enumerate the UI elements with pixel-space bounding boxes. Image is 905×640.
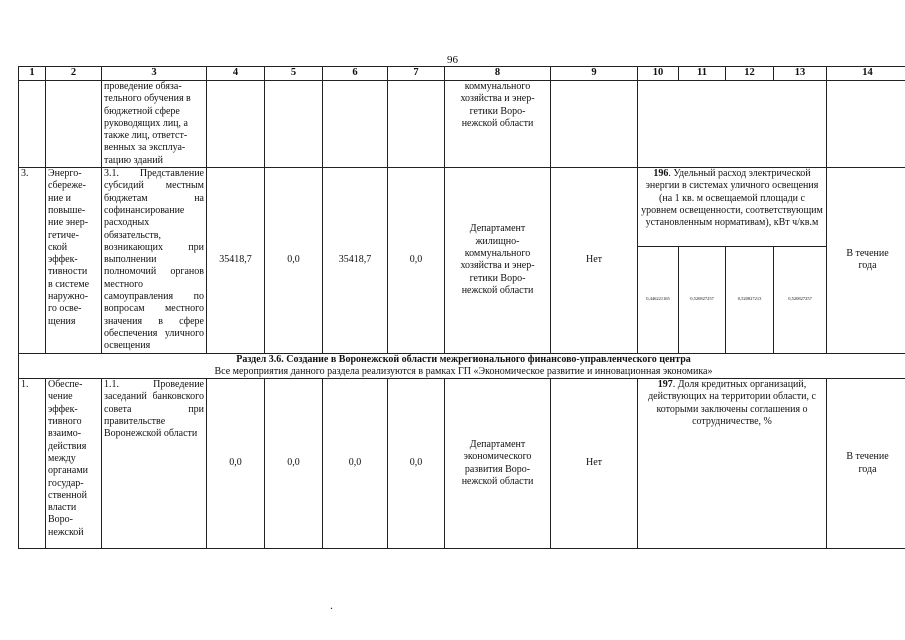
- table-row: [19, 168, 905, 247]
- col-header: 12: [726, 67, 774, 81]
- col-header: 6: [323, 67, 388, 81]
- col-header: 14: [827, 67, 905, 81]
- col-header: 3: [102, 67, 207, 81]
- indicator-description: . Удельный расход электрической энергии в системах уличного освещения (на 1 кв. м освещаемой площади с уровнем освещенности, соответствующим установленным нормативам), кВт ч/кв.м: [641, 168, 823, 229]
- col-header: 7: [388, 67, 445, 81]
- indicator-value: 0,446221165: [638, 246, 679, 353]
- indicator-number: 197: [657, 379, 673, 391]
- total-funding: 35418,7: [207, 168, 265, 353]
- gp-flag: Нет: [551, 379, 638, 549]
- task-text: Энерго- сбереже- ние и повыше- ние энер- гетиче- ской эффек- тивности в системе наружно- го осве- щения: [46, 168, 102, 353]
- page-number: 96: [447, 54, 458, 66]
- other-funding: 0,0: [388, 168, 445, 353]
- section-title: Раздел 3.6. Создание в Воронежской области межрегионального финансово-управленческого центра: [236, 353, 691, 365]
- col-header: 10: [638, 67, 679, 81]
- measure-text: проведение обяза- тельного обучения в бюджетной сфере руководящих лиц, а также лиц, ответст- венных за эксплуа- тацию зданий: [102, 81, 207, 168]
- col-header: 9: [551, 67, 638, 81]
- indicator-number: 196: [653, 168, 669, 180]
- table-row: [19, 379, 905, 549]
- indicator-value: 0,520827213: [726, 246, 774, 353]
- section-heading: [19, 353, 905, 379]
- executor-text: Департамент жилищно- коммунального хозяйства и энер- гетики Воро- нежской области: [445, 168, 551, 353]
- cell: [46, 81, 102, 168]
- col-header: 2: [46, 67, 102, 81]
- col-header: 8: [445, 67, 551, 81]
- cell: [19, 81, 46, 168]
- executor-text: коммунального хозяйства и энер- гетики Воро- нежской области: [445, 81, 551, 168]
- deadline-text: В течение года: [827, 168, 905, 353]
- cell: [638, 81, 827, 168]
- row-number: 3.: [19, 168, 46, 353]
- regional-funding: 0,0: [323, 379, 388, 549]
- indicator-text: [638, 379, 827, 549]
- program-table: [18, 66, 905, 549]
- cell: [265, 81, 323, 168]
- cell: [388, 81, 445, 168]
- other-funding: 0,0: [388, 379, 445, 549]
- row-number: 1.: [19, 379, 46, 549]
- section-row: [19, 353, 905, 379]
- measure-text: 3.1. Представление субсидий местным бюджетам на софинансирование расходных обязательств, возникающих при выполнении полномочий органов местного самоуправления по вопросам местного значения в сфере обеспечения уличного освещения: [102, 168, 207, 353]
- indicator-value: 0,520827257: [679, 246, 726, 353]
- col-header: 11: [679, 67, 726, 81]
- measure-text: 1.1. Проведение заседаний банковского совета при правительстве Воронежской области: [102, 379, 207, 549]
- indicator-value: 0,520827257: [774, 246, 827, 353]
- col-header: 5: [265, 67, 323, 81]
- section-subtitle: Все мероприятия данного раздела реализуются в рамках ГП «Экономическое развитие и инновационная экономика»: [214, 365, 713, 377]
- executor-text: Департамент экономического развития Воро- нежской области: [445, 379, 551, 549]
- col-header: 4: [207, 67, 265, 81]
- footer-mark: .: [330, 598, 333, 612]
- federal-funding: 0,0: [265, 168, 323, 353]
- federal-funding: 0,0: [265, 379, 323, 549]
- cell: [551, 81, 638, 168]
- total-funding: 0,0: [207, 379, 265, 549]
- col-header: 13: [774, 67, 827, 81]
- cell: [323, 81, 388, 168]
- deadline-text: В течение года: [827, 379, 905, 549]
- col-header: 1: [19, 67, 46, 81]
- cell: [207, 81, 265, 168]
- column-number-row: [19, 67, 905, 81]
- cell: [827, 81, 905, 168]
- indicator-description: . Доля кредитных организаций, действующих на территории области, с которыми заключены соглашения о сотрудничестве, %: [648, 379, 816, 428]
- gp-flag: Нет: [551, 168, 638, 353]
- task-text: Обеспе- чение эффек- тивного взаимо- действия между органами государ- ственной власти Воро- нежской: [46, 379, 102, 549]
- regional-funding: 35418,7: [323, 168, 388, 353]
- indicator-text: [638, 168, 827, 247]
- table-row-continued: [19, 81, 905, 168]
